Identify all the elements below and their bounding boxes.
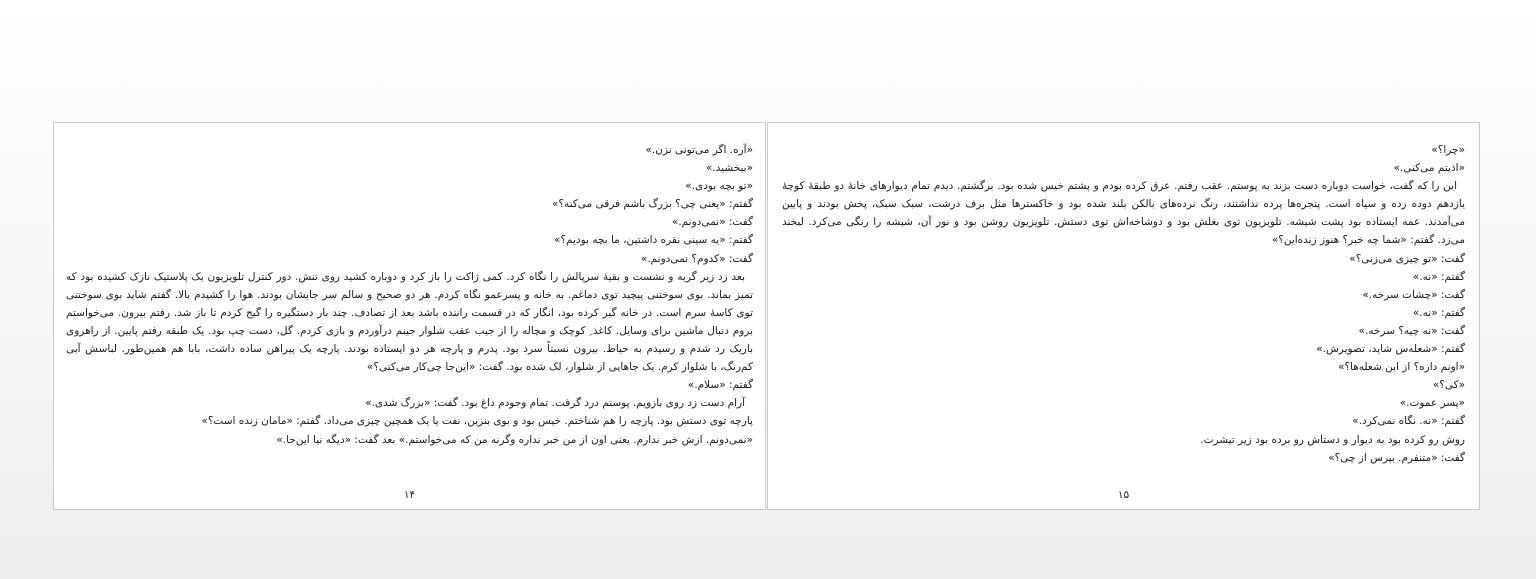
text-line: «تو بچه بودی.» <box>685 180 753 193</box>
text-line: «اونم داره؟ از این شعله‌ها؟» <box>1338 361 1465 374</box>
text-line: گفت: «نه چیه؟ سرخه.» <box>1358 324 1465 337</box>
text-line: «کی؟» <box>1432 379 1465 392</box>
text-line: گفت: «نمی‌دونم.» <box>671 216 753 229</box>
text-paragraph: این را که گفت، خواست دوباره دست بزند به پوستم. عقب رفتم. عرق کرده بودم و پشتم خیس شده بود. برگشتم. دیدم تمام دیوارهای خانهٔ دو طبقهٔ کوچهٔ یازدهم دوده زده و سیاه است. پنجره‌ها پرده نداشتند، رنگ نرده‌های بالکن بلند شده بود و خاکسترها مثل برف درشت، سبک سبک، پخش بودند و پایین می‌آمدند. عمه ایستاده بود پشت شیشه. تلویزیون توی بغلش بود و دوشاخه‌اش توی دستش. تلویزیون روشن بود و نور آن، شیشه را رنگی می‌کرد. لبخند می‌زد. گفتم: «شما چه خبر؟ هنوز زنده‌این؟» <box>782 180 1465 247</box>
text-line: روش رو کرده بود به دیوار و دستاش رو برده بود زیر تیشرت. <box>1200 433 1465 446</box>
page-right <box>767 122 1480 510</box>
text-line: «آره. اگر می‌تونی نزن.» <box>645 144 753 156</box>
text-line: گفتم: «یه سینی نقره داشتین، ما بچه بودیم؟» <box>554 234 753 247</box>
text-paragraph: بعد زد زیر گریه و نشست و بقیهٔ سرپالش را نگاه کرد. کمی ژاکت را باز کرد و دوباره کشید روی تنش. دور کنترل تلویزیون یک پلاستیک نازک کشیده بود که تمیز بماند. بوی سوختنی پیچید توی دماغم. به خانه و پسرعمو نگاه کردم. هر دو صحیح و سالم سر جایشان بودند. هوا را کشیدم بالا. گفتم شاید بوی سوختنی توی کاسهٔ سرم است. در خانه گیر کرده بود، انگار که در قسمت راننده باشد بعد از تصادف. چند بار دستگیره را گیج کردم تا باز شد. رفتم بیرون. می‌خواستم بروم دنبال ماشین برای وسایل. کاغذ ِ کوچک و مچاله را از جیب عقب شلوار جینم درآوردم و بازی کردم. گل، دست چپ بود. یک طبقه رفتم پایین. از راهروی باریک رد شدم و رسیدم به حیاط. بیرون نسبتاً سرد بود. پدرم و پارچه هر دو ایستاده بودند. پارچه یک پیراهن ساده داشت، بابا هم همین‌طور. لباسش آبی کم‌رنگ، با شلوار کرم. یک جاهایی از شلوار، لک شده بود. گفت: «این‌جا چی‌کار می‌کنی؟» <box>66 270 753 374</box>
book-spread <box>53 122 1480 511</box>
text-line: گفتم: «شعله‌س شاید، تصویرش.» <box>1316 343 1465 356</box>
text-line: گفت: «تو چیزی می‌زنی؟» <box>1349 252 1465 265</box>
text-line: «پسر عموت.» <box>1399 397 1465 410</box>
text-line: گفت: «کدوم؟ نمی‌دونم.» <box>640 252 753 265</box>
text-line: «نمی‌دونم. ازش خبر ندارم. یعنی اون از من خبر نداره وگرنه من که می‌خواستم.» بعد گفت: «دیگه نیا این‌جا.» <box>276 433 753 446</box>
text-line: پارچه توی دستش بود. پارچه را هم شناختم. خیس بود و بوی بنزین، نفت یا یک همچین چیزی می‌داد. گفتم: «مامان زنده است؟» <box>201 415 753 428</box>
text-line: گفت: «چشات سرخه.» <box>1362 288 1465 301</box>
text-line: «چرا؟» <box>1431 144 1465 156</box>
page-left <box>53 122 766 510</box>
text-line: گفتم: «یعنی چی؟ بزرگ باشم فرقی می‌کنه؟» <box>551 198 753 211</box>
text-line: گفتم: «نه.» <box>1412 270 1465 283</box>
page-left-text <box>66 141 753 449</box>
text-line: گفتم: «نه. نگاه نمی‌کرد.» <box>1352 415 1465 428</box>
text-line: «اذیتم می‌کنی.» <box>1393 162 1465 175</box>
text-line: گفتم: «سلام.» <box>687 379 753 392</box>
page-number: ۱۵ <box>1117 489 1130 501</box>
text-line: آرام دست زد روی بازویم. پوستم درد گرفت. تمام وجودم داغ بود. گفت: «بزرگ شدی.» <box>365 397 745 410</box>
text-line: گفتم: «نه.» <box>1412 306 1465 319</box>
page-number: ۱۴ <box>403 489 416 501</box>
text-line: «ببخشید.» <box>705 162 753 175</box>
page-right-text <box>782 141 1465 467</box>
text-line: گفت: «متنفرم. بپرس از چی؟» <box>1328 451 1465 464</box>
